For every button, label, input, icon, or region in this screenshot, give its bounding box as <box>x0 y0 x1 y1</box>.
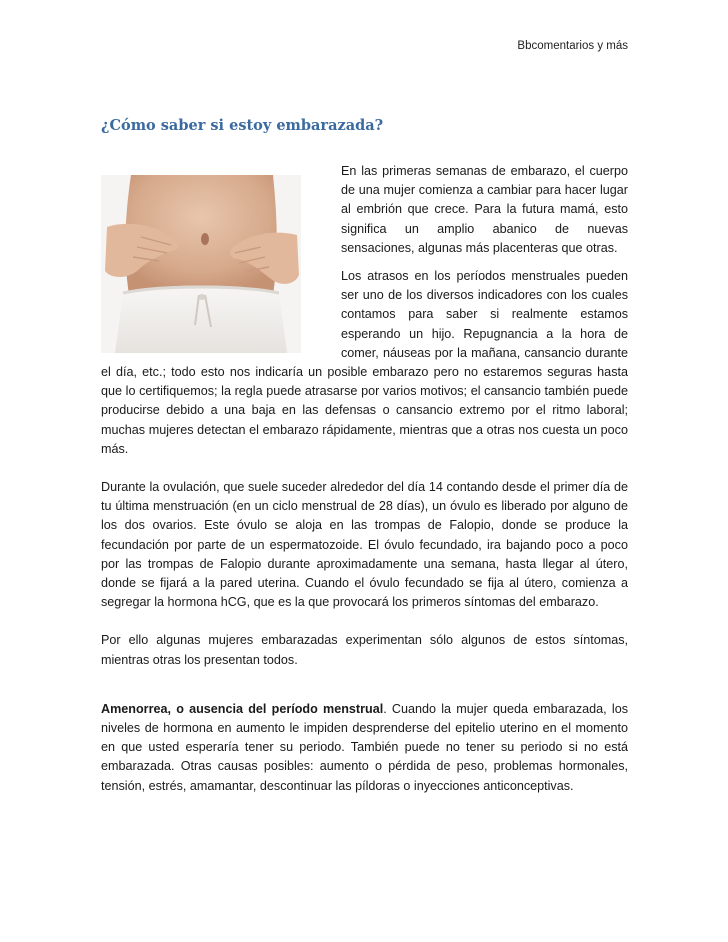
belly-photo <box>101 175 301 353</box>
paragraph-symptoms: Por ello algunas mujeres embarazadas experimentan sólo algunos de estos síntomas, mientras otras los presentan todos. <box>101 633 628 667</box>
page-header: Bbcomentarios y más <box>517 40 628 52</box>
amenorrea-heading: Amenorrea, o ausencia del período menstrual <box>101 701 384 716</box>
article-body <box>101 162 628 796</box>
paragraph-intro: En las primeras semanas de embarazo, el cuerpo de una mujer comienza a cambiar para hacer lugar al embrión que crece. Para la futura mamá, esto significa un amplio abanico de nuevas sensaciones, algunas más placenteras que otras. <box>341 164 628 255</box>
amenorrea-text: . Cuando la mujer queda embarazada, los niveles de hormona en aumento le impiden desprenderse del epitelio uterino en el momento en que usted esperaría tener su periodo. También puede no tener su periodo si no está embarazada. Otras causas posibles: aumento o pérdida de peso, problemas hormonales, tensión, estrés, amamantar, descontinuar las píldoras o inyecciones anticonceptivas. <box>101 701 628 793</box>
belly-photo-icon <box>101 175 301 353</box>
paragraph-ovulation: Durante la ovulación, que suele suceder alrededor del día 14 contando desde el primer día de tu última menstruación (en un ciclo menstrual de 28 días), un óvulo es liberado por alguno de los dos ovarios. Este óvulo se aloja en las trompas de Falopio, donde se produce la fecundación por parte de un espermatozoide. El óvulo fecundado, ira bajando poco a poco por las trompas de Falopio durante aproximadamente una semana, hasta llegar al útero, donde se fijará a la pared uterina. Cuando el óvulo fecundado se fija al útero, comienza a segregar la hormona hCG, que es la que provocará los primeros síntomas del embarazo. <box>101 480 628 610</box>
paragraph-amenorrea <box>101 700 628 796</box>
paragraph-indicators: Los atrasos en los períodos menstruales pueden ser uno de los diversos indicadores con los cuales contamos para saber si realmente estamos esperando un hijo. Repugnancia a la hora de comer, náuseas por la mañana, cansancio durante el día, etc.; todo esto nos indicaría un posible embarazo pero no estaremos seguras hasta que lo certifiquemos; la regla puede atrasarse por varios motivos; el cansancio también puede producirse debido a una baja en las defensas o cansancio extremo por el ritmo laboral; muchas mujeres detectan el embarazo rápidamente, mientras que a otras nos cuesta un poco más. <box>101 269 628 456</box>
article-title: ¿Cómo saber si estoy embarazada? <box>101 117 384 134</box>
